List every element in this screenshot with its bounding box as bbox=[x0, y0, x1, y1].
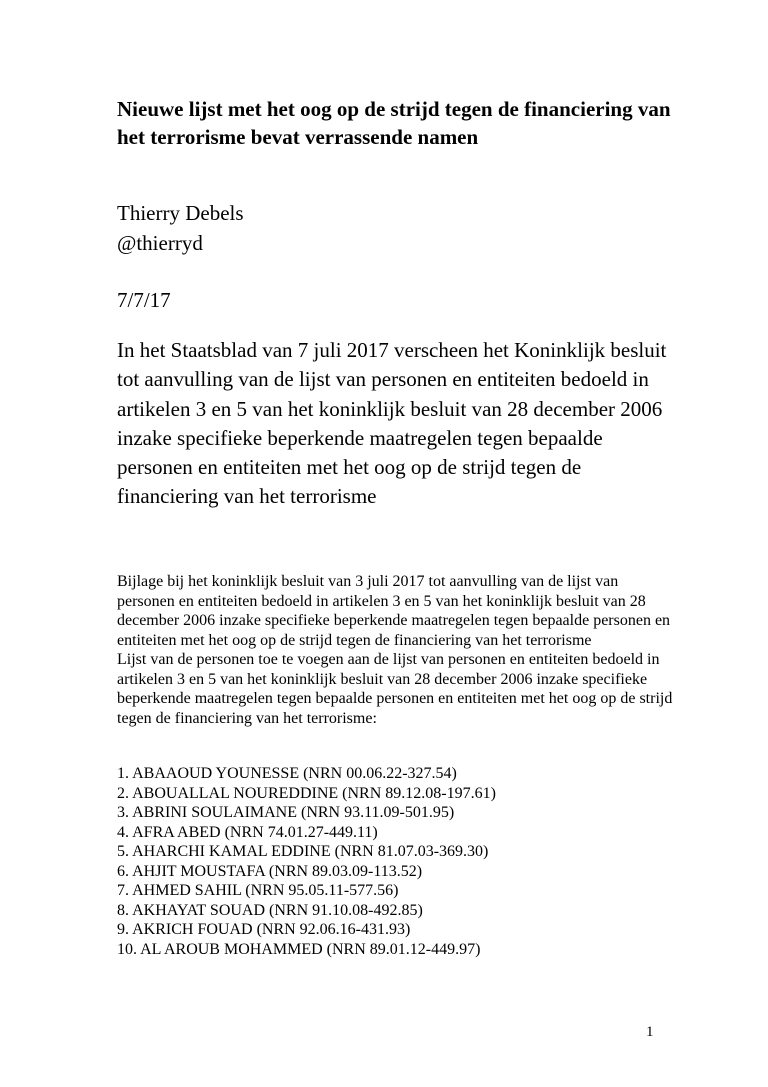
list-item: 5. AHARCHI KAMAL EDDINE (NRN 81.07.03-369.30) bbox=[117, 843, 489, 860]
list-item: 1. ABAAOUD YOUNESSE (NRN 00.06.22-327.54) bbox=[117, 765, 457, 782]
lead-paragraph: In het Staatsblad van 7 juli 2017 verscheen het Koninklijk besluit tot aanvulling van de lijst van personen en entiteiten bedoeld in artikelen 3 en 5 van het koninklijk besluit van 28 december 2006 inzake specifieke beperkende maatregelen tegen bepaalde personen en entiteiten met het oog op de strijd tegen de financiering van het terrorisme bbox=[117, 338, 667, 509]
names-list bbox=[117, 764, 496, 959]
list-item: 9. AKRICH FOUAD (NRN 92.06.16-431.93) bbox=[117, 921, 411, 938]
document-title: Nieuwe lijst met het oog op de strijd tegen de financiering van het terrorisme bevat verrassende namen bbox=[117, 97, 671, 149]
list-item: 7. AHMED SAHIL (NRN 95.05.11-577.56) bbox=[117, 882, 399, 899]
list-item: 10. AL AROUB MOHAMMED (NRN 89.01.12-449.97) bbox=[117, 940, 481, 958]
list-item: 8. AKHAYAT SOUAD (NRN 91.10.08-492.85) bbox=[117, 901, 423, 919]
list-item: 2. ABOUALLAL NOUREDDINE (NRN 89.12.08-197.61) bbox=[117, 784, 496, 802]
author-name: Thierry Debels bbox=[117, 201, 244, 225]
annex-intro: Lijst van de personen toe te voegen aan de lijst van personen en entiteiten bedoeld in artikelen 3 en 5 van het koninklijk besluit van 28 december 2006 inzake specifieke beperkende maatregelen tegen bepaalde personen en entiteiten met het oog op de strijd tegen de financiering van het terrorisme: bbox=[117, 651, 673, 727]
annex-title: Bijlage bij het koninklijk besluit van 3 juli 2017 tot aanvulling van de lijst van personen en entiteiten bedoeld in artikelen 3 en 5 van het koninklijk besluit van 28 december 2006 inzake specifieke beperkende maatregelen tegen bepaalde personen en entiteiten met het oog op de strijd tegen de financiering van het terrorisme bbox=[117, 573, 671, 649]
annex-block bbox=[117, 572, 677, 728]
list-item: 6. AHJIT MOUSTAFA (NRN 89.03.09-113.52) bbox=[117, 862, 423, 880]
list-item: 4. AFRA ABED (NRN 74.01.27-449.11) bbox=[117, 823, 378, 841]
page-number: 1 bbox=[646, 1024, 654, 1040]
publication-date: 7/7/17 bbox=[117, 288, 171, 312]
author-block bbox=[117, 198, 244, 258]
author-handle: @thierryd bbox=[117, 231, 203, 255]
list-item: 3. ABRINI SOULAIMANE (NRN 93.11.09-501.95) bbox=[117, 804, 455, 821]
